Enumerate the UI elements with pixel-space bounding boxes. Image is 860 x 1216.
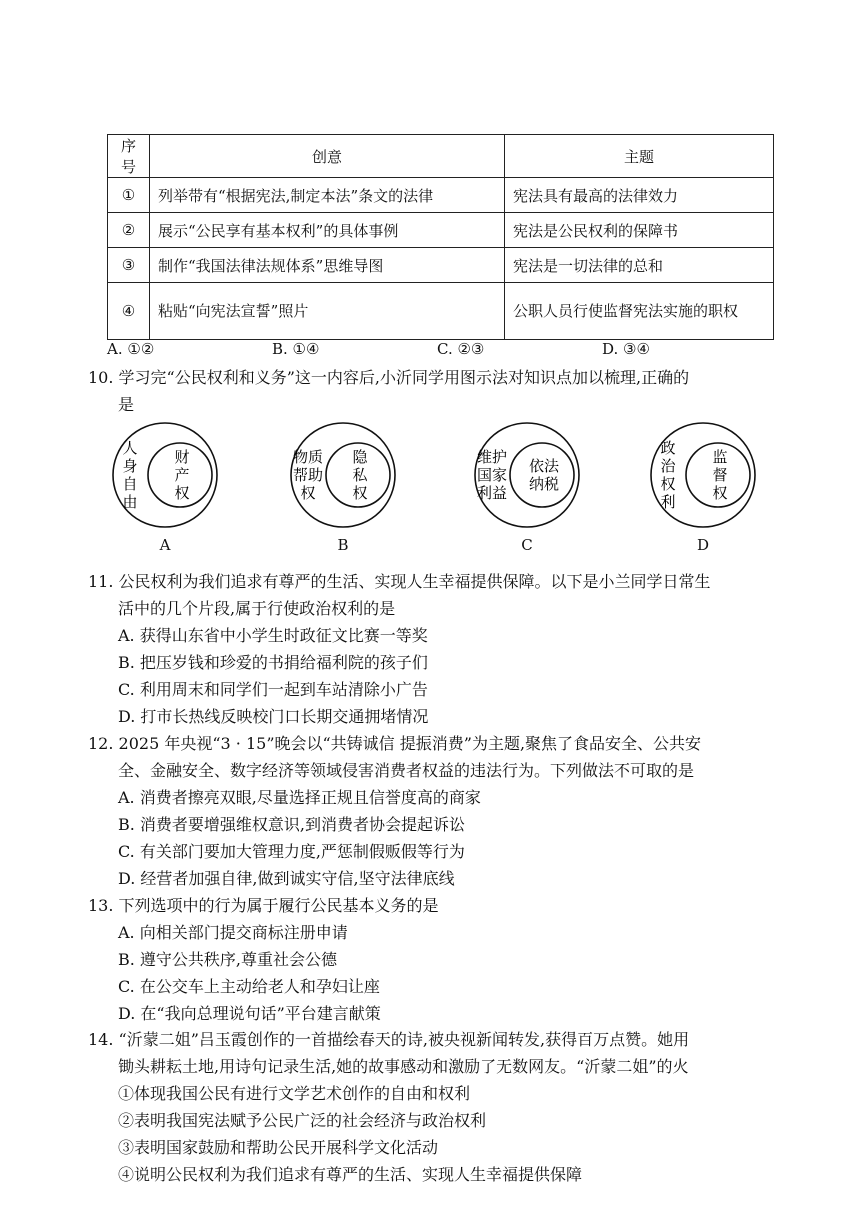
row-num: ② [108, 213, 150, 248]
row-theme: 宪法具有最高的法律效力 [505, 178, 774, 213]
row-theme: 宪法是一切法律的总和 [505, 248, 774, 283]
q14-item-3: ③表明国家鼓励和帮助公民开展科学文化活动 [118, 1138, 439, 1157]
outer-label: 物质 [292, 448, 324, 466]
q12-option-a[interactable]: A. 消费者擦亮双眼,尽量选择正规且信誉度高的商家 [118, 788, 481, 807]
q14-stem: 14. “沂蒙二姐”吕玉霞创作的一首描绘春天的诗,被央视新闻转发,获得百万点赞。她用 [88, 1030, 690, 1049]
q9-option-c[interactable]: C. ②③ [437, 340, 485, 358]
q14-stem-cont: 锄头耕耘土地,用诗句记录生活,她的故事感动和激励了无数网友。“沂蒙二姐”的火 [118, 1057, 689, 1076]
row-num: ③ [108, 248, 150, 283]
q10-stem-cont: 是 [118, 395, 135, 414]
question-11 [88, 568, 788, 730]
diagram-c[interactable] [452, 420, 602, 554]
creative-theme-table [107, 134, 774, 340]
outer-label: 权 [660, 475, 676, 493]
inner-label: 督 [712, 466, 728, 484]
inner-label: 依法 [528, 457, 560, 475]
inner-label: 纳税 [528, 475, 560, 493]
q11-option-b[interactable]: B. 把压岁钱和珍爱的书捐给福利院的孩子们 [118, 653, 428, 672]
q13-option-c[interactable]: C. 在公交车上主动给老人和孕妇让座 [118, 977, 380, 996]
q12-stem: 12. 2025 年央视“3 · 15”晚会以“共铸诚信 提振消费”为主题,聚焦了食品安全、公共安 [88, 734, 702, 753]
row-idea: 制作“我国法律法规体系”思维导图 [150, 248, 505, 283]
inner-label: 财 [174, 448, 190, 466]
outer-label: 利 [660, 493, 676, 511]
question-12 [88, 730, 788, 892]
outer-label: 政 [660, 439, 676, 457]
q9-option-a[interactable]: A. ①② [107, 340, 155, 358]
q13-option-a[interactable]: A. 向相关部门提交商标注册申请 [118, 923, 348, 942]
outer-label: 国家 [476, 466, 508, 484]
q12-option-d[interactable]: D. 经营者加强自律,做到诚实守信,坚守法律底线 [118, 869, 455, 888]
venn-diagram [462, 420, 592, 530]
header-idea: 创意 [150, 135, 505, 178]
outer-label: 治 [660, 457, 676, 475]
question-14 [88, 1026, 788, 1188]
question-10 [88, 364, 788, 418]
table-row [108, 248, 774, 283]
q14-item-4: ④说明公民权利为我们追求有尊严的生活、实现人生幸福提供保障 [118, 1165, 583, 1184]
table-header-row [108, 135, 774, 178]
outer-label: 维护 [476, 448, 508, 466]
row-theme: 公职人员行使监督宪法实施的职权 [505, 283, 774, 340]
header-theme: 主题 [505, 135, 774, 178]
q11-stem-cont: 活中的几个片段,属于行使政治权利的是 [118, 599, 396, 618]
row-idea: 列举带有“根据宪法,制定本法”条文的法律 [150, 178, 505, 213]
venn-diagram [278, 420, 408, 530]
row-num: ① [108, 178, 150, 213]
diagram-a[interactable] [90, 420, 240, 554]
outer-label: 由 [122, 493, 138, 511]
q13-stem: 13. 下列选项中的行为属于履行公民基本义务的是 [88, 896, 439, 915]
row-idea: 展示“公民享有基本权利”的具体事例 [150, 213, 505, 248]
outer-label: 身 [122, 457, 138, 475]
inner-label: 隐 [352, 448, 368, 466]
q12-option-b[interactable]: B. 消费者要增强维权意识,到消费者协会提起诉讼 [118, 815, 466, 834]
row-theme: 宪法是公民权利的保障书 [505, 213, 774, 248]
diagram-label: A [159, 536, 171, 554]
header-num: 序号 [108, 135, 150, 178]
inner-label: 权 [174, 484, 190, 502]
q11-option-d[interactable]: D. 打市长热线反映校门口长期交通拥堵情况 [118, 707, 429, 726]
row-num: ④ [108, 283, 150, 340]
diagram-label: D [696, 536, 710, 554]
q13-option-d[interactable]: D. 在“我向总理说句话”平台建言献策 [118, 1004, 381, 1023]
venn-diagram [100, 420, 230, 530]
table [107, 134, 774, 340]
row-idea: 粘贴“向宪法宣誓”照片 [150, 283, 505, 340]
q11-option-a[interactable]: A. 获得山东省中小学生时政征文比赛一等奖 [118, 626, 428, 645]
inner-label: 权 [712, 484, 728, 502]
table-row [108, 283, 774, 340]
outer-label: 人 [122, 439, 138, 457]
diagram-label: C [521, 536, 533, 554]
q9-option-d[interactable]: D. ③④ [602, 340, 650, 358]
q13-option-b[interactable]: B. 遵守公共秩序,尊重社会公德 [118, 950, 338, 969]
inner-label: 私 [352, 466, 368, 484]
inner-label: 产 [174, 466, 190, 484]
question-13 [88, 892, 788, 1027]
q14-item-1: ①体现我国公民有进行文学艺术创作的自由和权利 [118, 1084, 471, 1103]
q11-stem: 11. 公民权利为我们追求有尊严的生活、实现人生幸福提供保障。以下是小兰同学日常生 [88, 572, 711, 591]
q12-option-c[interactable]: C. 有关部门要加大管理力度,严惩制假贩假等行为 [118, 842, 465, 861]
inner-label: 权 [352, 484, 368, 502]
diagram-b[interactable] [268, 420, 418, 554]
outer-label: 利益 [476, 484, 508, 502]
table-row [108, 213, 774, 248]
diagram-d[interactable] [628, 420, 778, 554]
outer-label: 帮助 [292, 466, 324, 484]
q9-option-b[interactable]: B. ①④ [272, 340, 320, 358]
venn-diagram [638, 420, 768, 530]
q11-option-c[interactable]: C. 利用周末和同学们一起到车站清除小广告 [118, 680, 428, 699]
q12-stem-cont: 全、金融安全、数字经济等领域侵害消费者权益的违法行为。下列做法不可取的是 [118, 761, 695, 780]
outer-label: 权 [300, 484, 316, 502]
diagram-label: B [337, 536, 349, 554]
q10-diagrams [110, 420, 790, 570]
outer-label: 自 [122, 475, 138, 493]
table-row [108, 178, 774, 213]
inner-label: 监 [712, 448, 728, 466]
q14-item-2: ②表明我国宪法赋予公民广泛的社会经济与政治权利 [118, 1111, 487, 1130]
q10-stem: 10. 学习完“公民权利和义务”这一内容后,小沂同学用图示法对知识点加以梳理,正确的 [88, 368, 690, 387]
